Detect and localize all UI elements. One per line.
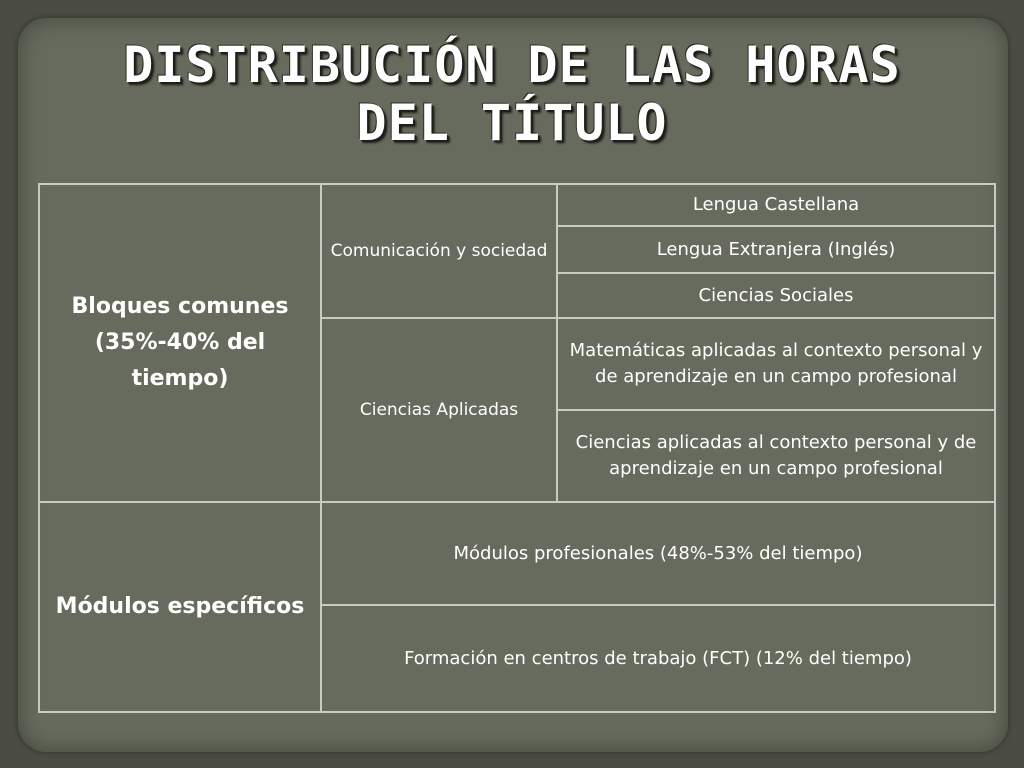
comunicacion-sociedad-cell: Comunicación y sociedad — [321, 184, 557, 318]
subject-ciencias-aplicadas: Ciencias aplicadas al contexto personal y de aprendizaje en un campo profesional — [557, 410, 995, 502]
table-row — [39, 184, 995, 226]
modulos-especificos-cell: Módulos específicos — [39, 502, 321, 712]
modulos-profesionales-cell: Módulos profesionales (48%-53% del tiempo) — [321, 502, 995, 605]
subject-matematicas-aplicadas: Matemáticas aplicadas al contexto personal y de aprendizaje en un campo profesional — [557, 318, 995, 410]
fct-cell: Formación en centros de trabajo (FCT) (12% del tiempo) — [321, 605, 995, 712]
slide-title — [40, 36, 984, 152]
ciencias-aplicadas-cell: Ciencias Aplicadas — [321, 318, 557, 502]
slide-title-line-1: DISTRIBUCIÓN DE LAS HORAS — [123, 36, 901, 94]
slide-title-line-2: DEL TÍTULO — [356, 94, 668, 152]
subject-lengua-castellana: Lengua Castellana — [557, 184, 995, 226]
hours-distribution-table — [38, 183, 996, 713]
table-row — [39, 502, 995, 605]
bloques-comunes-detail: (35%-40% del tiempo) — [94, 330, 266, 391]
bloques-comunes-label: Bloques comunes — [71, 294, 289, 319]
subject-ciencias-sociales: Ciencias Sociales — [557, 273, 995, 318]
subject-lengua-extranjera: Lengua Extranjera (Inglés) — [557, 226, 995, 273]
bloques-comunes-cell — [39, 184, 321, 502]
